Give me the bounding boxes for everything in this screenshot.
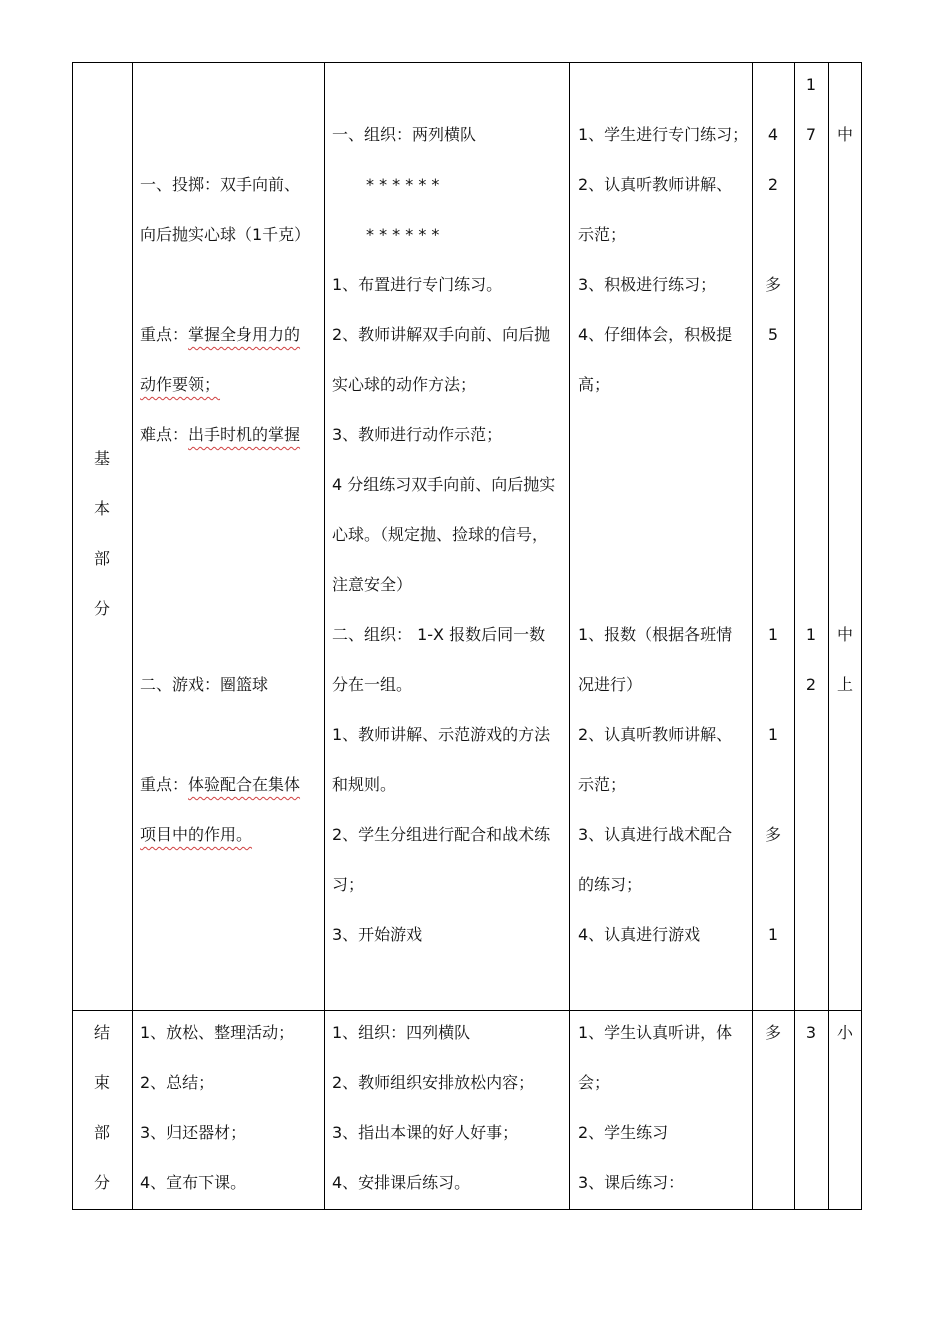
content-line: 一、投掷：双手向前、 xyxy=(140,175,301,194)
difficulty-line xyxy=(140,410,310,460)
content-line: 3、归还器材； xyxy=(140,1123,247,1142)
basic-intensity-cell xyxy=(828,110,862,710)
count-value: 多 xyxy=(764,275,781,294)
content-line: 向后抛实心球（1千克） xyxy=(140,225,311,244)
teacher-line: 2、教师组织安排放松内容； xyxy=(332,1073,535,1092)
teacher-line: 4 分组练习双手向前、向后抛实 xyxy=(332,475,556,494)
basic-time-cell xyxy=(794,60,828,710)
count-value: 4 xyxy=(767,125,779,144)
teacher-line: 和规则。 xyxy=(332,775,397,794)
time-value: 7 xyxy=(805,125,817,144)
column-divider xyxy=(132,62,133,1210)
key-text: 掌握全身用力的 xyxy=(188,325,301,344)
student-line: 3、认真进行战术配合 xyxy=(578,825,733,844)
intensity-value: 小 xyxy=(836,1023,853,1042)
student-line: 3、积极进行练习； xyxy=(578,275,717,294)
teacher-line: 习； xyxy=(332,875,365,894)
section-label-char: 分 xyxy=(93,599,110,618)
formation-line: * * * * * * xyxy=(366,225,440,244)
key-point-line xyxy=(140,360,310,410)
section-label-char: 部 xyxy=(93,549,110,568)
student-line: 4、仔细体会，积极提 xyxy=(578,325,733,344)
teacher-line: 3、指出本课的好人好事； xyxy=(332,1123,519,1142)
teacher-line: 一、组织：两列横队 xyxy=(332,125,477,144)
intensity-value: 上 xyxy=(836,675,853,694)
section-label-char: 束 xyxy=(93,1073,110,1092)
student-line: 1、学生进行专门练习； xyxy=(578,125,749,144)
basic-count-cell xyxy=(752,110,794,960)
formation-line: * * * * * * xyxy=(366,175,440,194)
key-label: 重点： xyxy=(140,775,189,794)
end-section-label xyxy=(72,1008,132,1208)
section-label-char: 部 xyxy=(93,1123,110,1142)
key-text: 动作要领； xyxy=(140,375,221,394)
student-line: 高； xyxy=(578,375,611,394)
teacher-line: 4、安排课后练习。 xyxy=(332,1173,471,1192)
student-line: 3、课后练习： xyxy=(578,1173,685,1192)
count-value: 2 xyxy=(767,175,779,194)
teacher-line: 1、组织：四列横队 xyxy=(332,1023,471,1042)
end-intensity-cell xyxy=(828,1008,862,1058)
teacher-line: 3、开始游戏 xyxy=(332,925,423,944)
teacher-line: 实心球的动作方法； xyxy=(332,375,477,394)
count-value: 多 xyxy=(764,825,781,844)
teacher-line: 1、教师讲解、示范游戏的方法 xyxy=(332,725,551,744)
section-label-char: 分 xyxy=(93,1173,110,1192)
student-line: 示范； xyxy=(578,775,627,794)
difficulty-text: 出手时机的掌握 xyxy=(188,425,301,444)
teacher-line: 2、学生分组进行配合和战术练 xyxy=(332,825,551,844)
teacher-line: 注意安全） xyxy=(332,575,413,594)
student-line: 的练习； xyxy=(578,875,643,894)
count-value: 1 xyxy=(767,925,779,944)
time-value: 3 xyxy=(805,1023,817,1042)
end-count-cell xyxy=(752,1008,794,1058)
student-line: 1、报数（根据各班情 xyxy=(578,625,733,644)
count-value: 1 xyxy=(767,625,779,644)
content-line: 4、宣布下课。 xyxy=(140,1173,247,1192)
student-line: 4、认真进行游戏 xyxy=(578,925,701,944)
section-label-char: 基 xyxy=(93,449,110,468)
student-line: 况进行） xyxy=(578,675,643,694)
time-value: 1 xyxy=(805,75,817,94)
section-label-char: 结 xyxy=(93,1023,110,1042)
student-line: 2、认真听教师讲解、 xyxy=(578,725,733,744)
intensity-value: 中 xyxy=(836,625,853,644)
key-text: 项目中的作用。 xyxy=(140,825,253,844)
teacher-line: 分在一组。 xyxy=(332,675,413,694)
column-divider xyxy=(569,62,570,1210)
student-line: 2、认真听教师讲解、 xyxy=(578,175,733,194)
content-line: 1、放松、整理活动； xyxy=(140,1023,295,1042)
time-value: 2 xyxy=(805,675,817,694)
student-line: 示范； xyxy=(578,225,627,244)
time-value: 1 xyxy=(805,625,817,644)
key-label: 重点： xyxy=(140,325,189,344)
count-value: 5 xyxy=(767,325,779,344)
end-time-cell xyxy=(794,1008,828,1058)
teacher-line: 二、组织： 1-X 报数后同一数 xyxy=(332,625,546,644)
end-content-cell xyxy=(140,1008,294,1208)
end-student-cell xyxy=(578,1008,732,1208)
lesson-plan-table xyxy=(72,62,862,1210)
table-border-top xyxy=(72,62,862,63)
key-point-line xyxy=(140,810,310,860)
column-divider xyxy=(324,62,325,1210)
difficulty-label: 难点： xyxy=(140,425,189,444)
table-border-bottom xyxy=(72,1209,862,1210)
basic-content-cell xyxy=(140,160,310,860)
basic-teacher-cell xyxy=(332,110,555,960)
teacher-line: 3、教师进行动作示范； xyxy=(332,425,503,444)
key-point-line xyxy=(140,760,310,810)
student-line: 会； xyxy=(578,1073,611,1092)
intensity-value: 中 xyxy=(836,125,853,144)
basic-section-label xyxy=(72,434,132,634)
count-value: 1 xyxy=(767,725,779,744)
section-label-char: 本 xyxy=(93,499,110,518)
key-point-line xyxy=(140,310,310,360)
key-text: 体验配合在集体 xyxy=(188,775,301,794)
content-line: 2、总结； xyxy=(140,1073,215,1092)
basic-student-cell xyxy=(578,110,748,960)
teacher-line: 1、布置进行专门练习。 xyxy=(332,275,503,294)
teacher-line: 心球。（规定抛、捡球的信号， xyxy=(332,525,549,544)
teacher-line: 2、教师讲解双手向前、向后抛 xyxy=(332,325,551,344)
end-teacher-cell xyxy=(332,1008,534,1208)
student-line: 2、学生练习 xyxy=(578,1123,669,1142)
count-value: 多 xyxy=(764,1023,781,1042)
content-line: 二、游戏：圈篮球 xyxy=(140,675,269,694)
student-line: 1、学生认真听讲，体 xyxy=(578,1023,733,1042)
